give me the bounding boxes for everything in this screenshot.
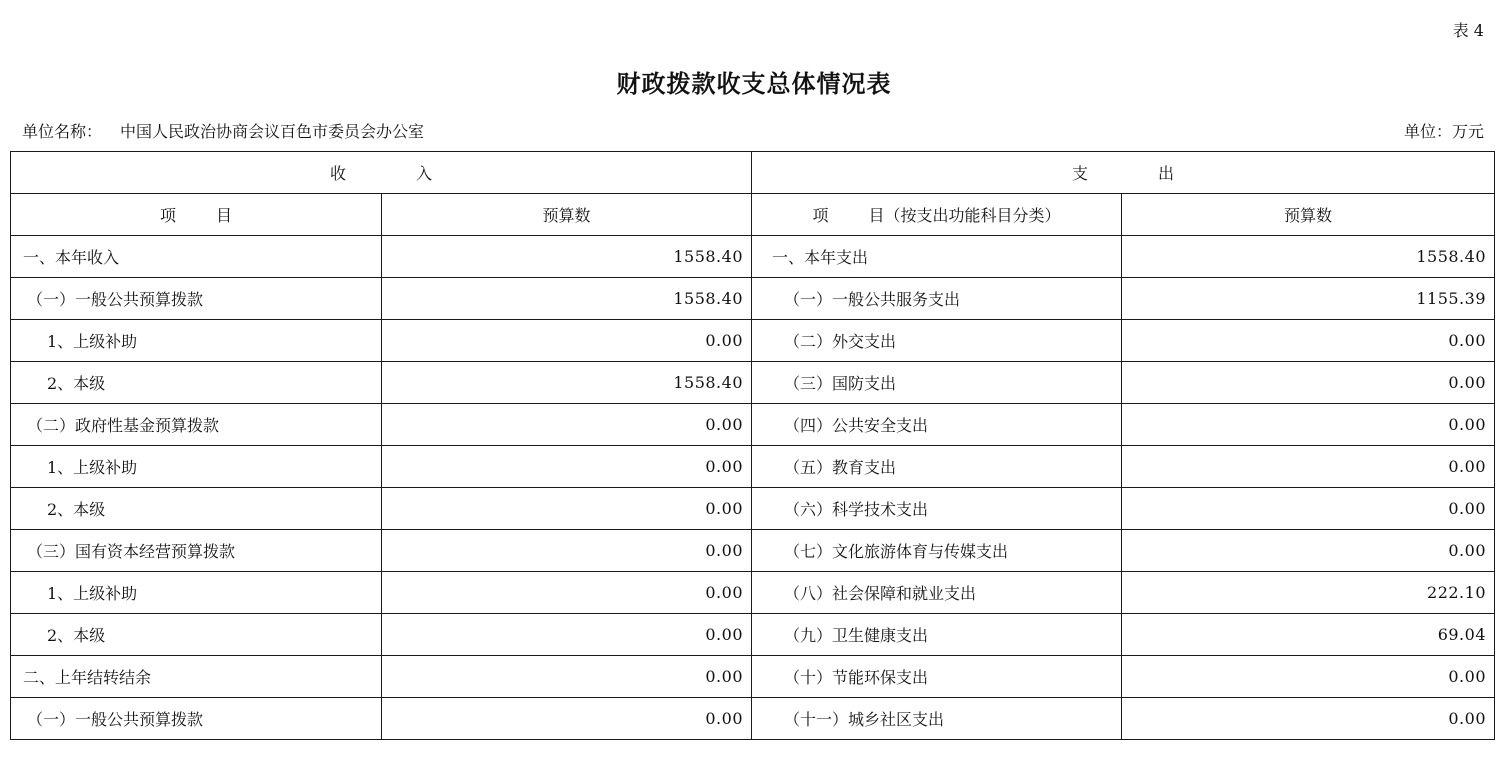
expense-value: 69.04 <box>1122 614 1495 656</box>
table-row <box>11 530 1495 572</box>
col-header-income-item-char-1: 项 <box>159 206 176 225</box>
table-row <box>11 488 1495 530</box>
expense-value: 0.00 <box>1122 404 1495 446</box>
expense-value: 222.10 <box>1122 572 1495 614</box>
expense-item: （二）外交支出 <box>752 320 1122 362</box>
income-value: 0.00 <box>382 698 752 740</box>
expense-value: 0.00 <box>1122 488 1495 530</box>
unit-name-label: 单位名称： <box>22 122 103 141</box>
expense-value: 0.00 <box>1122 320 1495 362</box>
income-value: 0.00 <box>382 404 752 446</box>
income-value: 0.00 <box>382 614 752 656</box>
expense-item: （一）一般公共服务支出 <box>752 278 1122 320</box>
expense-value: 0.00 <box>1122 656 1495 698</box>
income-item: 2、本级 <box>11 362 382 404</box>
money-unit: 单位：万元 <box>1403 122 1484 141</box>
expense-item: 一、本年支出 <box>752 236 1122 278</box>
expense-item: （八）社会保障和就业支出 <box>752 572 1122 614</box>
col-header-income-budget: 预算数 <box>382 194 752 236</box>
income-group-char-1: 收 <box>329 164 346 183</box>
expense-item: （六）科学技术支出 <box>752 488 1122 530</box>
income-item: （二）政府性基金预算拨款 <box>11 404 382 446</box>
expense-item: （五）教育支出 <box>752 446 1122 488</box>
income-value: 0.00 <box>382 572 752 614</box>
expense-value: 0.00 <box>1122 530 1495 572</box>
page-title: 财政拨款收支总体情况表 <box>616 69 892 98</box>
expense-item: （三）国防支出 <box>752 362 1122 404</box>
income-group-char-2: 入 <box>416 164 433 183</box>
col-header-expense-item <box>752 194 1122 236</box>
expense-value: 1155.39 <box>1122 278 1495 320</box>
expense-group-header <box>752 152 1495 194</box>
table-row <box>11 278 1495 320</box>
income-value: 1558.40 <box>382 236 752 278</box>
income-item: 1、上级补助 <box>11 572 382 614</box>
table-row <box>11 236 1495 278</box>
col-header-expense-item-rest: 目（按支出功能科目分类） <box>868 206 1061 225</box>
income-value: 0.00 <box>382 488 752 530</box>
income-item: （三）国有资本经营预算拨款 <box>11 530 382 572</box>
expense-item: （七）文化旅游体育与传媒支出 <box>752 530 1122 572</box>
income-value: 0.00 <box>382 656 752 698</box>
income-value: 0.00 <box>382 320 752 362</box>
meta-bar <box>22 119 1484 141</box>
income-item: 二、上年结转结余 <box>11 656 382 698</box>
unit-name <box>22 119 424 142</box>
income-item: 1、上级补助 <box>11 320 382 362</box>
expense-value: 1558.40 <box>1122 236 1495 278</box>
income-item: 1、上级补助 <box>11 446 382 488</box>
expense-group-char-2: 出 <box>1158 164 1175 183</box>
income-item: （一）一般公共预算拨款 <box>11 698 382 740</box>
group-header-row <box>11 152 1495 194</box>
income-item: （一）一般公共预算拨款 <box>11 278 382 320</box>
expense-item: （十一）城乡社区支出 <box>752 698 1122 740</box>
col-header-income-item-char-2: 目 <box>216 206 233 225</box>
table-row <box>11 404 1495 446</box>
income-group-header <box>11 152 752 194</box>
budget-table <box>10 151 1495 740</box>
table-row <box>11 656 1495 698</box>
table-number: 表 4 <box>1452 21 1484 40</box>
income-value: 1558.40 <box>382 362 752 404</box>
expense-item: （十）节能环保支出 <box>752 656 1122 698</box>
table-row <box>11 320 1495 362</box>
income-value: 0.00 <box>382 530 752 572</box>
col-header-expense-budget: 预算数 <box>1122 194 1495 236</box>
column-header-row <box>11 194 1495 236</box>
expense-value: 0.00 <box>1122 362 1495 404</box>
col-header-income-item <box>11 194 382 236</box>
unit-name-value: 中国人民政治协商会议百色市委员会办公室 <box>120 122 425 141</box>
table-row <box>11 446 1495 488</box>
table-row <box>11 614 1495 656</box>
expense-group-char-1: 支 <box>1071 164 1088 183</box>
expense-item: （四）公共安全支出 <box>752 404 1122 446</box>
expense-item: （九）卫生健康支出 <box>752 614 1122 656</box>
col-header-expense-item-char-1: 项 <box>812 206 829 225</box>
table-row <box>11 572 1495 614</box>
income-item: 2、本级 <box>11 488 382 530</box>
expense-value: 0.00 <box>1122 698 1495 740</box>
table-row <box>11 698 1495 740</box>
expense-value: 0.00 <box>1122 446 1495 488</box>
income-value: 0.00 <box>382 446 752 488</box>
income-item: 一、本年收入 <box>11 236 382 278</box>
table-row <box>11 362 1495 404</box>
income-value: 1558.40 <box>382 278 752 320</box>
income-item: 2、本级 <box>11 614 382 656</box>
